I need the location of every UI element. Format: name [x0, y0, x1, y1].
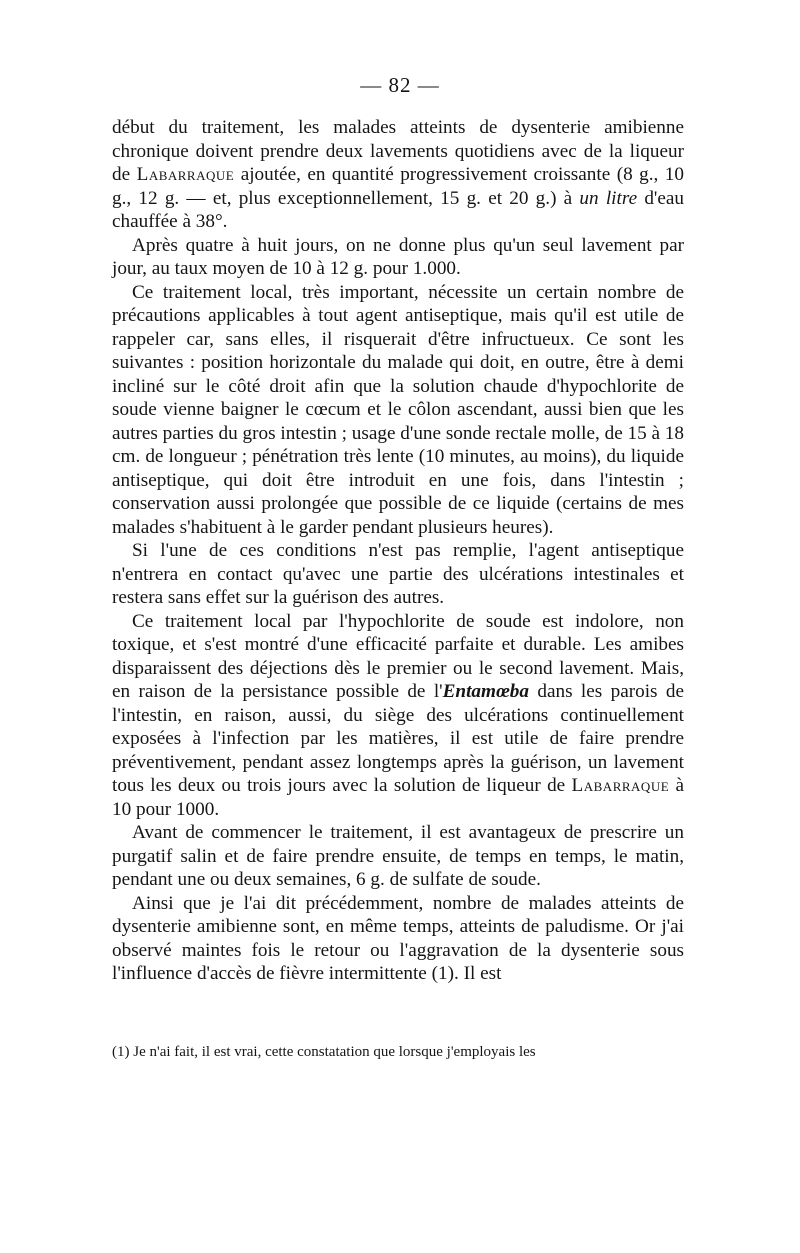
emphasis-text: un litre	[579, 187, 638, 209]
paragraph-6	[112, 821, 684, 892]
paragraph-2	[112, 234, 684, 281]
text-run: Ce traitement local par l'hypochlorite de soude est indolore, non toxique, et s'est montré d'une efficacité parfaite et durable. Les amibes disparaissent des déjections dès le premier ou le second lavement. Mais, en raison de la persistance possible de l'	[112, 610, 684, 702]
page-number: — 82 —	[360, 73, 440, 97]
text-run: dans les parois de l'intestin, en raison, aussi, du siège des ulcérations continuellement exposées à l'infection par les matières, il est utile de faire prendre préventivement, pendant assez longtemps après la guérison, un lavement tous les deux ou trois jours avec la solution de liqueur de	[112, 681, 684, 796]
text-run: Après quatre à huit jours, on ne donne plus qu'un seul lavement par jour, au taux moyen de 10 à 12 g. pour 1.000.	[112, 234, 684, 279]
text-run: Ce traitement local, très important, nécessite un certain nombre de précautions applicables à tout agent antiseptique, mais qu'il est utile de rappeler car, sans elles, il risquerait d'être infructueux. Ce sont les suivantes : position horizontale du malade qui doit, en outre, être à demi incliné sur le côté droit afin que la solution chaude d'hypochlorite de soude vienne baigner le cœcum et le côlon ascendant, aussi bien que les autres parties du gros intestin ; usage d'une sonde rectale molle, de 15 à 18 cm. de longueur ; pénétration très lente (10 minutes, au moins), du liquide antiseptique, qui doit être introduit en une fois, dans l'intestin ; conservation aussi prolongée que possible de ce liquide (certains de mes malades s'habituent à le garder pendant plusieurs heures).	[112, 281, 684, 538]
text-run: à 10 pour 1000.	[112, 775, 684, 820]
text-run: d'eau chauffée à 38°.	[112, 187, 685, 232]
body-text	[112, 116, 684, 986]
paragraph-5	[112, 610, 684, 822]
author-name-labarraque: Labarraque	[571, 775, 670, 796]
text-run: Ainsi que je l'ai dit précédemment, nombre de malades atteints de dysenterie amibienne sont, en même temps, atteints de paludisme. Or j'ai observé maintes fois le retour ou l'aggravation de la dysenterie sous l'influence d'accès de fièvre intermittente (1). Il est	[112, 892, 684, 984]
text-run: Avant de commencer le traitement, il est avantageux de prescrire un purgatif salin et de faire prendre ensuite, de temps en temps, le matin, pendant une ou deux semaines, 6 g. de sulfate de soude.	[112, 822, 684, 890]
footnote: (1) Je n'ai fait, il est vrai, cette constatation que lorsque j'employais les	[112, 1044, 536, 1060]
author-name-labarraque: Labarraque	[136, 164, 235, 185]
species-name: Entamœba	[442, 681, 529, 702]
text-run: ajoutée, en quantité progressivement croissante (8 g., 10 g., 12 g. — et, plus exceptionnellement, 15 g. et 20 g.) à	[112, 164, 684, 209]
paragraph-3	[112, 281, 684, 540]
text-run: Si l'une de ces conditions n'est pas remplie, l'agent antiseptique n'entrera en contact qu'avec une partie des ulcérations intestinales et restera sans effet sur la guérison des autres.	[112, 540, 684, 608]
text-run: début du traitement, les malades atteints de dysenterie amibienne chronique doivent prendre deux lavements quotidiens avec de la liqueur de	[112, 117, 684, 185]
paragraph-1	[112, 116, 684, 234]
paragraph-7	[112, 892, 684, 986]
paragraph-4	[112, 539, 684, 610]
